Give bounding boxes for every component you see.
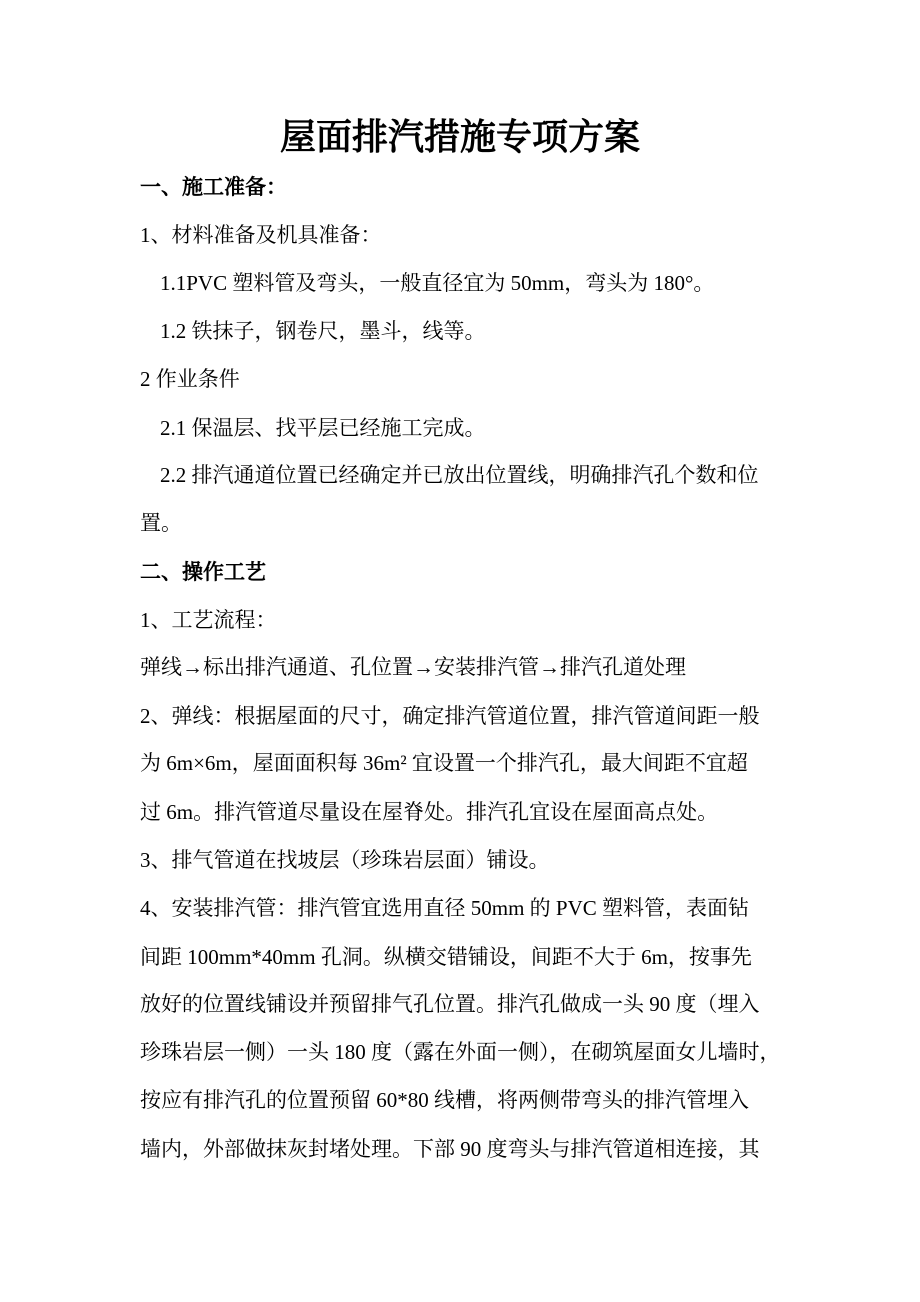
paragraph-line: 过 6m。排汽管道尽量设在屋脊处。排汽孔宜设在屋面高点处。 <box>140 800 719 824</box>
section-heading: 一、施工准备： <box>140 175 287 199</box>
paragraph-line: 弹线→标出排汽通道、孔位置→安装排汽管→排汽孔道处理 <box>140 655 686 679</box>
paragraph-line: 2.1 保温层、找平层已经施工完成。 <box>160 416 486 440</box>
paragraph-line: 按应有排汽孔的位置预留 60*80 线槽，将两侧带弯头的排汽管埋入 <box>140 1088 749 1112</box>
paragraph-line: 1.1PVC 塑料管及弯头，一般直径宜为 50mm，弯头为 180°。 <box>160 271 715 295</box>
paragraph-line: 3、排气管道在找坡层（珍珠岩层面）铺设。 <box>140 848 550 872</box>
paragraph-line: 4、安装排汽管：排汽管宜选用直径 50mm 的 PVC 塑料管，表面钻 <box>140 896 750 920</box>
paragraph-line: 间距 100mm*40mm 孔洞。纵横交错铺设，间距不大于 6m，按事先 <box>140 945 752 969</box>
paragraph-line: 2.2 排汽通道位置已经确定并已放出位置线，明确排汽孔个数和位 <box>160 463 759 487</box>
paragraph-line: 置。 <box>140 511 182 535</box>
paragraph-line: 1.2 铁抹子，钢卷尺，墨斗，线等。 <box>160 319 486 343</box>
paragraph-line: 1、工艺流程： <box>140 608 277 632</box>
paragraph-line: 为 6m×6m，屋面面积每 36m² 宜设置一个排汽孔，最大间距不宜超 <box>140 751 748 775</box>
paragraph-line: 珍珠岩层一侧）一头 180 度（露在外面一侧），在砌筑屋面女儿墙时， <box>140 1040 781 1064</box>
paragraph-line: 墙内，外部做抹灰封堵处理。下部 90 度弯头与排汽管道相连接，其 <box>140 1137 760 1161</box>
paragraph-line: 放好的位置线铺设并预留排气孔位置。排汽孔做成一头 90 度（埋入 <box>140 992 760 1016</box>
document-title: 屋面排汽措施专项方案 <box>279 117 640 157</box>
section-heading: 二、操作工艺 <box>140 560 266 584</box>
paragraph-line: 2 作业条件 <box>140 367 240 391</box>
paragraph-line: 2、弹线：根据屋面的尺寸，确定排汽管道位置，排汽管道间距一般 <box>140 704 760 728</box>
paragraph-line: 1、材料准备及机具准备： <box>140 223 382 247</box>
